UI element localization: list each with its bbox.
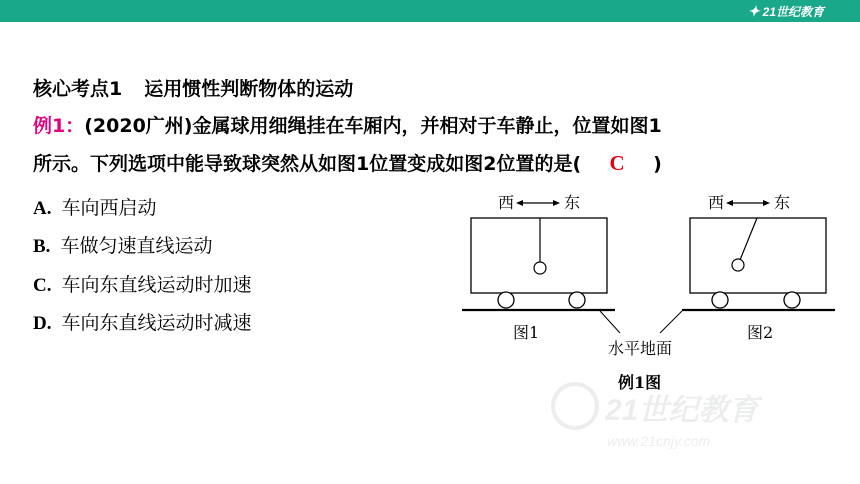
wheel [784, 292, 800, 308]
east-label: 东 [774, 193, 791, 212]
east-label: 东 [564, 193, 581, 212]
ground-leader-line [660, 311, 682, 333]
wheel [712, 292, 728, 308]
option-text: 车向东直线运动时减速 [61, 312, 252, 334]
metal-ball [732, 259, 744, 271]
question-text-2: 所示。下列选项中能导致球突然从如图1位置变成如图2位置的是( [33, 153, 582, 175]
option-key: C. [33, 275, 52, 296]
example-label: 例1： [33, 115, 85, 137]
car-body [471, 218, 607, 293]
wheel [498, 292, 514, 308]
physics-figure [450, 180, 850, 410]
answer-letter: C [609, 151, 625, 175]
section-heading [33, 74, 353, 101]
arrow-west-icon [516, 200, 523, 206]
car-2 [682, 193, 835, 342]
brand-logo-text: 21世纪教育 [762, 4, 824, 19]
question-text-1: (2020广州)金属球用细绳挂在车厢内，并相对于车静止，位置如图1 [84, 115, 662, 137]
question-line-1 [33, 111, 662, 138]
brand-logo [748, 2, 824, 20]
arrow-east-icon [763, 200, 770, 206]
option-a[interactable] [33, 193, 157, 220]
option-b[interactable] [33, 231, 212, 258]
fig2-label: 图2 [747, 323, 774, 342]
runner-icon: ✦ [747, 2, 760, 19]
west-label: 西 [708, 193, 725, 212]
car-1 [462, 193, 615, 342]
heading-title: 运用惯性判断物体的运动 [144, 78, 354, 100]
heading-label: 核心考点1 [33, 78, 123, 100]
ground-leader-line [600, 311, 620, 333]
option-key: A. [33, 198, 52, 219]
ground-label: 水平地面 [608, 339, 673, 358]
option-c[interactable] [33, 270, 252, 297]
question-line-2 [33, 149, 662, 176]
watermark-runner-icon [553, 384, 597, 428]
option-key: D. [33, 313, 52, 334]
arrow-east-icon [553, 200, 560, 206]
string [740, 218, 757, 260]
fig1-label: 图1 [513, 323, 540, 342]
metal-ball [534, 262, 546, 274]
figure-caption: 例1图 [618, 373, 662, 392]
arrow-west-icon [726, 200, 733, 206]
option-d[interactable] [33, 308, 252, 335]
west-label: 西 [498, 193, 515, 212]
option-text: 车做匀速直线运动 [60, 235, 213, 257]
option-text: 车向西启动 [61, 197, 157, 219]
wheel [569, 292, 585, 308]
option-key: B. [33, 236, 51, 257]
top-banner [0, 0, 860, 22]
watermark [545, 378, 835, 458]
option-text: 车向东直线运动时加速 [61, 274, 252, 296]
watermark-text: 21世纪教育 [605, 394, 759, 427]
question-close-paren: ) [653, 153, 662, 175]
car-body [690, 218, 826, 293]
watermark-url: www.21cnjy.com [607, 433, 711, 449]
